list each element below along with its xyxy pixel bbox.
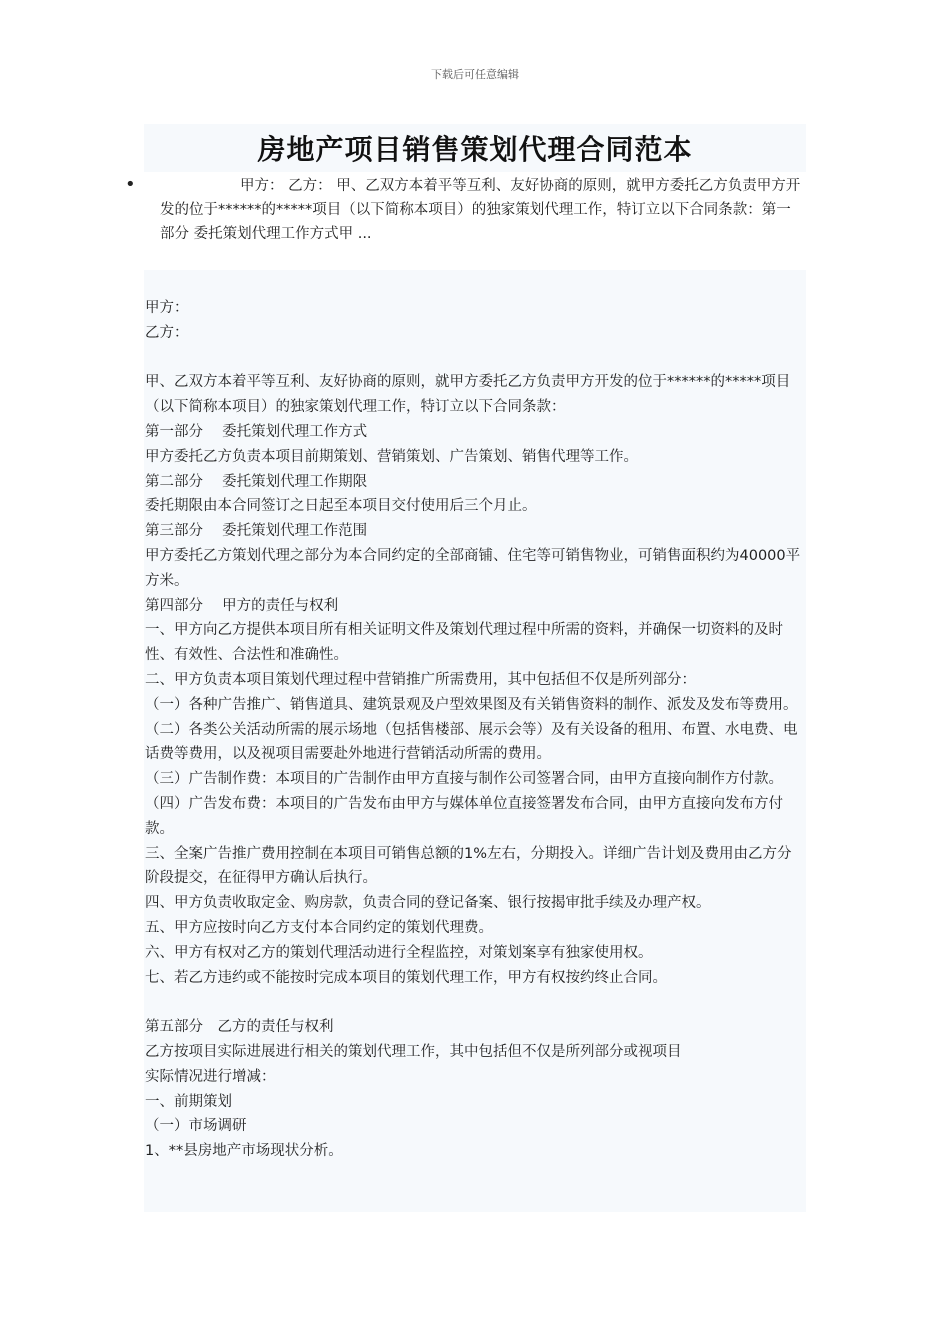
part5-subheading: 1、**县房地产市场现状分析。 bbox=[145, 1143, 343, 1160]
part4-item: 七、若乙方违约或不能按时完成本项目的策划代理工作，甲方有权按约终止合同。 bbox=[145, 969, 667, 986]
part5-subheading: 一、前期策划 bbox=[145, 1093, 232, 1110]
summary-snippet: 甲方： 乙方： 甲、乙双方本着平等互利、友好协商的原则，就甲方委托乙方负责甲方开发的位于******的*****项目（以下简称本项目）的独家策划代理工作，特订立以下合同条款：第一部分 委托策划代理工作方式甲 ... bbox=[160, 178, 801, 242]
part2-title: 第二部分 委托策划代理工作期限 bbox=[145, 473, 368, 490]
header-note: 下载后可任意编辑 bbox=[431, 68, 519, 81]
part4-item: 六、甲方有权对乙方的策划代理活动进行全程监控，对策划案享有独家使用权。 bbox=[145, 944, 653, 961]
title-box bbox=[144, 124, 806, 172]
part3-text: 甲方委托乙方策划代理之部分为本合同约定的全部商铺、住宅等可销售物业，可销售面积约为40000平方米。 bbox=[145, 547, 801, 589]
part2-text: 委托期限由本合同签订之日起至本项目交付使用后三个月止。 bbox=[145, 498, 537, 515]
part4-item: （二）各类公关活动所需的展示场地（包括售楼部、展示会等）及有关设备的租用、布置、水电费、电话费等费用，以及视项目需要赴外地进行营销活动所需的费用。 bbox=[145, 721, 798, 763]
part5-line: 实际情况进行增减： bbox=[145, 1068, 276, 1085]
part4-item: 五、甲方应按时向乙方支付本合同约定的策划代理费。 bbox=[145, 919, 493, 936]
part4-title: 第四部分 甲方的责任与权利 bbox=[145, 597, 339, 614]
party-a-label: 甲方： bbox=[145, 300, 189, 316]
part4-item: （三）广告制作费：本项目的广告制作由甲方直接与制作公司签署合同，由甲方直接向制作方付款。 bbox=[145, 771, 783, 788]
document-body bbox=[145, 296, 805, 1164]
part4-item: 三、全案广告推广费用控制在本项目可销售总额的1%左右，分期投入。详细广告计划及费用由乙方分阶段提交，在征得甲方确认后执行。 bbox=[145, 845, 792, 887]
part4-item: （一）各种广告推广、销售道具、建筑景观及户型效果图及有关销售资料的制作、派发及发布等费用。 bbox=[145, 696, 798, 713]
part4-item: 四、甲方负责收取定金、购房款，负责合同的登记备案、银行按揭审批手续及办理产权。 bbox=[145, 895, 711, 912]
part4-item: 一、甲方向乙方提供本项目所有相关证明文件及策划代理过程中所需的资料，并确保一切资料的及时性、有效性、合法性和准确性。 bbox=[145, 622, 783, 664]
part5-title: 第五部分 乙方的责任与权利 bbox=[145, 1019, 334, 1036]
part4-item: 二、甲方负责本项目策划代理过程中营销推广所需费用，其中包括但不仅是所列部分： bbox=[145, 671, 696, 688]
part1-text: 甲方委托乙方负责本项目前期策划、营销策划、广告策划、销售代理等工作。 bbox=[145, 448, 638, 465]
part3-title: 第三部分 委托策划代理工作范围 bbox=[145, 523, 368, 540]
intro-paragraph: 甲、乙双方本着平等互利、友好协商的原则，就甲方委托乙方负责甲方开发的位于******的*****项目（以下简称本项目）的独家策划代理工作，特订立以下合同条款： bbox=[145, 374, 791, 416]
part1-title: 第一部分 委托策划代理工作方式 bbox=[145, 423, 368, 440]
party-b-label: 乙方： bbox=[145, 324, 189, 341]
document-title: 房地产项目销售策划代理合同范本 bbox=[257, 133, 693, 166]
part4-item: （四）广告发布费：本项目的广告发布由甲方与媒体单位直接签署发布合同，由甲方直接向发布方付款。 bbox=[145, 795, 783, 837]
part5-subheading: （一）市场调研 bbox=[145, 1118, 247, 1135]
part5-line: 乙方按项目实际进展进行相关的策划代理工作，其中包括但不仅是所列部分或视项目 bbox=[145, 1043, 682, 1060]
bullet-dot: • bbox=[125, 174, 136, 195]
